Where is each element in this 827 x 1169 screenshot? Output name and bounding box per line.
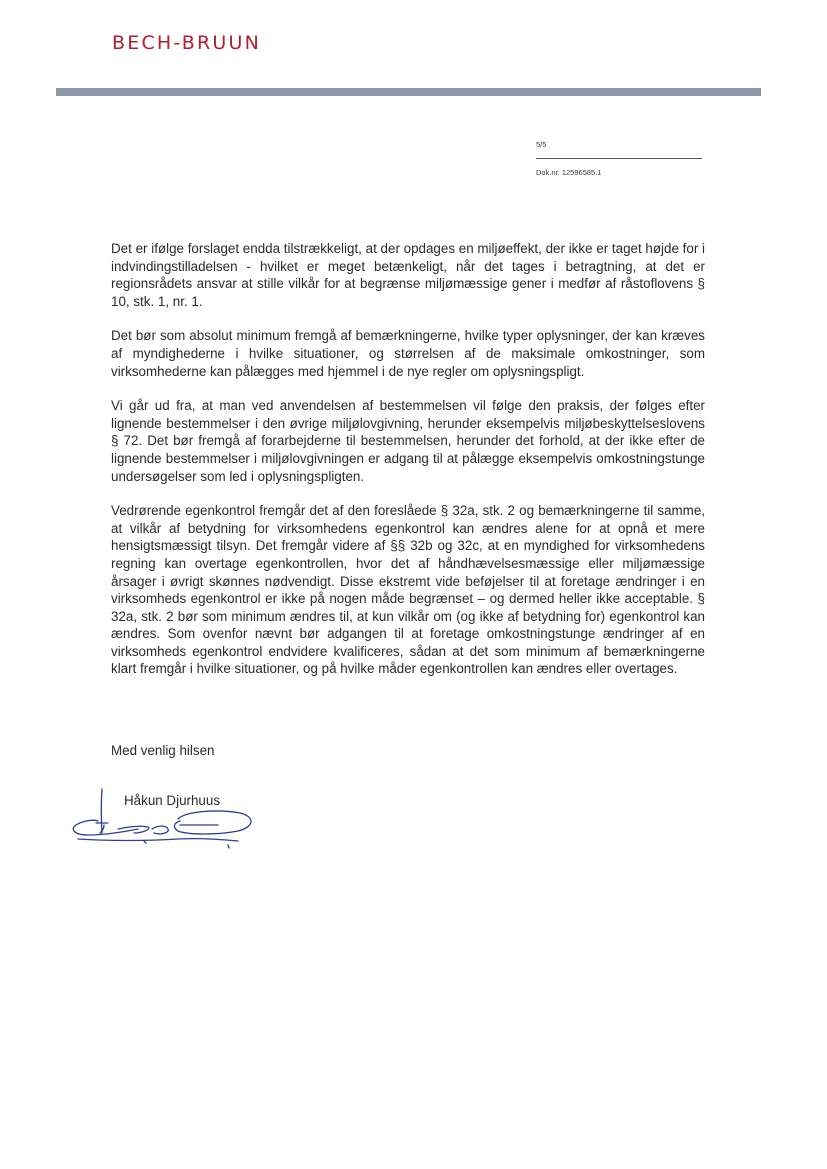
closing-greeting: Med venlig hilsen xyxy=(111,743,215,758)
body-paragraph: Vedrørende egenkontrol fremgår det af den foreslåede § 32a, stk. 2 og bemærkningerne til samme, at vilkår af betydning for virksomhedens egenkontrol kan ændres alene for at opnå et mere hensigtsmæssigt tilsyn. Det fremgår videre af §§ 32b og 32c, at en myndighed for virksomhedens regning kan overtage egenkontrollen, hvor det af håndhævelsesmæssige eller miljømæssige årsager i øvrigt skønnes nødvendigt. Disse ekstremt vide beføjelser til at foretage ændringer i en virksomheds egenkontrol er ikke på nogen måde begrænset – og dermed heller ikke acceptable. § 32a, stk. 2 bør som minimum ændres til, at kun vilkår om (og ikke af betydning for) egenkontrol kan ændres. Som ovenfor nævnt bør adgangen til at foretage omkostningstunge ændringer af en virksomheds egenkontrol endvidere kvalificeres, sådan at det som minimum af bemærkningerne klart fremgår i hvilke situationer, og på hvilke måder egenkontrollen kan ændres eller overtages. xyxy=(111,503,705,677)
page-number: 5/5 xyxy=(536,140,547,149)
header-divider-bar xyxy=(56,88,761,96)
company-logo: BECH-BRUUN xyxy=(112,32,262,54)
letter-body xyxy=(111,240,705,695)
document-number: Dok.nr. 12596585.1 xyxy=(536,168,602,177)
meta-divider xyxy=(536,158,702,159)
body-paragraph: Det bør som absolut minimum fremgå af bemærkningerne, hvilke typer oplysninger, der kan kræves af myndighederne i hvilke situationer, og størrelsen af de maksimale omkostninger, som virksomhederne kan pålægges med hjemmel i de nye regler om oplysningspligt. xyxy=(111,328,705,379)
body-paragraph: Det er ifølge forslaget endda tilstrækkeligt, at der opdages en miljøeffekt, der ikke er taget højde for i indvindingstilladelsen - hvilket er meget betænkeligt, når det tages i betragtning, at det er regionsrådets ansvar at stille vilkår for at begrænse miljømæssige gener i medfør af råstoflovens § 10, stk. 1, nr. 1. xyxy=(111,241,705,309)
body-paragraph: Vi går ud fra, at man ved anvendelsen af bestemmelsen vil følge den praksis, der følges efter lignende bestemmelser i den øvrige miljølovgivning, herunder eksempelvis miljøbeskyttelseslovens § 72. Det bør fremgå af forarbejderne til bestemmelsen, herunder det forhold, at der ikke efter de lignende bestemmelser i miljølovgivningen er adgang til at pålægge eksempelvis omkostningstunge undersøgelser som led i oplysningspligten. xyxy=(111,398,705,484)
signer-name: Håkun Djurhuus xyxy=(124,793,221,808)
document-meta xyxy=(536,140,706,177)
